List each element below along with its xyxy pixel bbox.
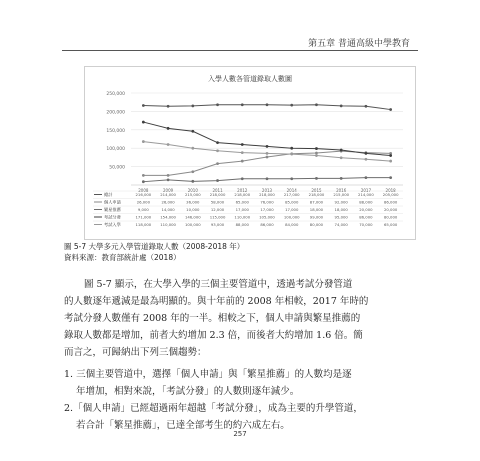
data-point [241,160,244,163]
data-point [266,103,269,106]
data-point [340,156,343,159]
line-chart [85,67,415,239]
table-cell: 110,000 [160,222,176,227]
table-cell: 218,000 [308,192,325,197]
running-header: 第五章 普通高級中學教育 [308,39,410,49]
table-cell: 86,000 [359,214,373,220]
table-cell: 171,000 [135,214,152,220]
table-cell: 92,000 [334,199,348,205]
data-point [315,103,318,106]
table-cell: 36,000 [186,199,200,205]
table-cell: 95,000 [334,214,348,220]
trend-list [64,366,420,434]
legend-label: 繁星推薦 [104,207,121,212]
data-point [389,108,392,111]
table-cell: 218,000 [209,192,226,197]
table-cell: 215,000 [333,192,350,197]
table-cell: 100,000 [184,222,201,227]
data-point [241,143,244,146]
data-point [167,174,170,177]
x-tick-label: 2011 [212,188,223,193]
table-cell: 218,000 [234,192,251,197]
data-point [191,170,194,173]
data-point [266,177,269,180]
data-point [389,160,392,163]
table-cell: 217,000 [283,192,300,197]
data-point [266,145,269,148]
list-item-continued: 年增加，相對來說，「考試分發」的人數則逐年減少。 [76,386,300,397]
list-item-continued: 若合計「繁星推薦」，已達全部考生的約六成左右。 [76,420,290,431]
data-point [290,177,293,180]
table-cell: 26,000 [161,199,175,205]
table-cell: 70,000 [359,222,373,227]
data-point [340,104,343,107]
table-cell: 214,000 [358,192,374,197]
table-cell: 88,000 [235,222,249,227]
table-cell: 146,000 [184,214,201,220]
data-point [191,130,194,133]
data-point [290,104,293,107]
data-point [191,104,194,107]
table-cell: 80,000 [309,222,324,227]
data-point [142,104,145,107]
figure-source: 資料來源：教育部統計處（2018） [64,253,181,262]
table-cell: 18,000 [309,207,324,212]
table-cell: 65,000 [235,199,249,205]
chart-title: 入學人數各管道錄取人數圖 [208,75,292,83]
table-cell: 20,000 [383,207,398,212]
data-point [315,147,318,150]
data-point [365,105,368,108]
legend-label: 總計 [104,192,113,197]
data-point [241,177,244,180]
data-point [216,103,219,106]
paragraph-line: 圖 5-7 顯示，在大學入學的三個主要管道中，透過考試分發管道 [84,279,353,290]
table-cell: 205,000 [382,192,399,197]
data-point [191,147,194,150]
table-cell: 86,000 [260,222,274,227]
paragraph-line: 錄取人數都是增加，前者大約增加 2.3 倍，而後者大約增加 1.6 倍。簡 [64,330,363,341]
y-tick-label: 200,000 [106,110,125,116]
figure-chart [84,66,416,240]
data-point [216,149,219,152]
x-tick-label: 2017 [360,188,372,193]
x-tick-label: 2016 [336,188,347,193]
data-point [241,151,244,154]
data-point [365,176,368,179]
data-point [389,154,392,157]
data-point [216,141,219,144]
table-cell: 12,000 [210,207,225,212]
table-cell: 10,000 [186,207,200,212]
table-cell: 76,000 [260,199,274,205]
table-cell: 215,000 [184,192,201,197]
x-tick-label: 2013 [261,188,273,193]
data-point [142,174,145,177]
data-point [266,152,269,155]
x-tick-label: 2012 [237,188,248,193]
table-cell: 88,000 [359,199,373,205]
paragraph-line: 考試分發人數僅有 2008 年的一半。相較之下，個人申請與繁星推薦的 [64,313,361,324]
figure-caption: 圖 5-7 大學多元入學管道錄取人數（2008-2018 年） [64,242,245,251]
data-point [315,152,318,155]
series-line [143,122,390,155]
data-point [365,152,368,155]
table-cell: 118,000 [135,222,152,227]
table-cell: 18,000 [334,207,348,212]
series-line [143,151,390,175]
x-tick-label: 2014 [286,188,297,193]
data-point [142,140,145,143]
table-cell: 99,000 [309,214,324,220]
table-cell: 17,000 [285,207,299,212]
table-cell: 84,000 [285,222,299,227]
data-point [167,143,170,146]
paragraph-line: 而言之，可歸納出下列三個趨勢： [64,347,207,358]
table-cell: 218,000 [259,192,275,197]
table-cell: 26,000 [136,199,151,205]
x-tick-label: 2009 [162,188,174,193]
data-point [340,177,343,180]
header-divider [62,50,418,51]
table-cell: 154,000 [160,214,176,220]
table-cell: 17,000 [260,207,274,212]
table-cell: 9,000 [137,207,149,212]
x-tick-label: 2018 [385,188,396,193]
table-cell: 14,000 [161,207,175,212]
y-tick-label: 50,000 [109,165,125,171]
x-tick-label: 2010 [187,188,198,193]
table-cell: 86,000 [383,199,398,205]
data-point [167,127,170,130]
data-point [389,176,392,179]
y-tick-label: 100,000 [106,147,125,153]
table-cell: 80,000 [383,214,398,220]
list-item: 2.「個人申請」已經超過兩年超越「考試分發」，成為主要的升學管道， [64,403,363,414]
data-point [216,162,219,165]
table-cell: 110,000 [234,214,251,220]
table-cell: 20,000 [359,207,373,212]
table-cell: 216,000 [135,192,152,197]
table-cell: 115,000 [209,214,226,220]
data-point [290,147,293,150]
list-item: 1. 三個主要管道中，選擇「個人申請」與「繁星推薦」的人數均是逐 [64,369,352,380]
body-paragraph [64,276,420,361]
legend-label: 考試入學 [104,222,121,227]
page-number: 257 [233,430,247,438]
table-cell: 17,000 [235,207,249,212]
legend-label: 個人申請 [104,199,121,205]
data-point [167,178,170,181]
data-point [315,177,318,180]
y-tick-label: 150,000 [106,128,125,134]
paragraph-line: 的人數逐年遞減是最為明顯的。與十年前的 2008 年相較，2017 年時的 [64,296,369,307]
table-cell: 100,000 [283,214,300,220]
table-cell: 214,000 [160,192,176,197]
data-point [290,153,293,156]
x-tick-label: 2008 [138,188,149,193]
data-point [216,179,219,182]
table-cell: 105,000 [259,214,275,220]
legend-label: 考試分發 [104,214,121,220]
table-cell: 65,000 [383,222,398,227]
data-point [340,149,343,152]
data-point [167,105,170,108]
data-point [241,103,244,106]
x-tick-label: 2015 [311,188,322,193]
table-cell: 58,000 [210,199,225,205]
data-point [315,154,318,157]
data-point [191,180,194,183]
table-cell: 85,000 [285,199,299,205]
data-point [365,158,368,161]
table-cell: 93,000 [210,222,225,227]
data-point [142,180,145,183]
table-cell: 87,000 [309,199,324,205]
table-cell: 74,000 [334,222,348,227]
data-point [266,156,269,159]
y-tick-label: 250,000 [106,92,125,97]
data-point [142,121,145,124]
